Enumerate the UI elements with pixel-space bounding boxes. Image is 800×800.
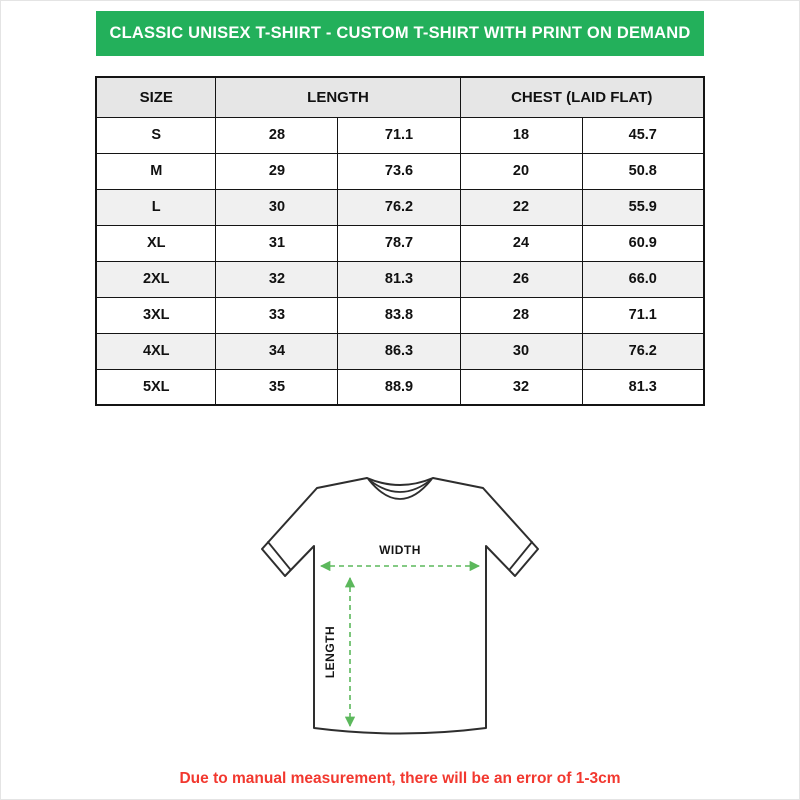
size-cell: 3XL: [96, 297, 216, 333]
length-cm-cell: 81.3: [338, 261, 460, 297]
chest-in-cell: 26: [460, 261, 582, 297]
chest-cm-cell: 50.8: [582, 153, 704, 189]
width-label: WIDTH: [379, 543, 421, 557]
chest-in-cell: 20: [460, 153, 582, 189]
length-in-cell: 30: [216, 189, 338, 225]
chest-in-cell: 24: [460, 225, 582, 261]
length-in-cell: 29: [216, 153, 338, 189]
chest-cm-cell: 45.7: [582, 117, 704, 153]
length-label: LENGTH: [323, 625, 337, 679]
chest-cm-cell: 71.1: [582, 297, 704, 333]
chest-cm-cell: 60.9: [582, 225, 704, 261]
table-header-row: [96, 77, 704, 117]
length-cm-cell: 83.8: [338, 297, 460, 333]
header-length: LENGTH: [216, 77, 460, 117]
length-in-cell: 32: [216, 261, 338, 297]
size-cell: L: [96, 189, 216, 225]
length-cm-cell: 86.3: [338, 333, 460, 369]
size-cell: 4XL: [96, 333, 216, 369]
table-row: [96, 297, 704, 333]
table-row: [96, 153, 704, 189]
length-in-cell: 28: [216, 117, 338, 153]
length-in-cell: 33: [216, 297, 338, 333]
size-cell: 2XL: [96, 261, 216, 297]
length-in-cell: 35: [216, 369, 338, 405]
table-row: [96, 333, 704, 369]
chest-in-cell: 32: [460, 369, 582, 405]
length-cm-cell: 78.7: [338, 225, 460, 261]
length-in-cell: 31: [216, 225, 338, 261]
size-cell: 5XL: [96, 369, 216, 405]
table-row: [96, 261, 704, 297]
table-row: [96, 225, 704, 261]
length-cm-cell: 71.1: [338, 117, 460, 153]
banner-title: CLASSIC UNISEX T-SHIRT - CUSTOM T-SHIRT WITH PRINT ON DEMAND: [109, 24, 691, 42]
chest-cm-cell: 81.3: [582, 369, 704, 405]
tshirt-diagram: [1, 448, 799, 748]
table-row: [96, 189, 704, 225]
chest-in-cell: 22: [460, 189, 582, 225]
tshirt-svg: [255, 448, 545, 748]
chest-in-cell: 18: [460, 117, 582, 153]
banner: [96, 11, 704, 56]
size-cell: M: [96, 153, 216, 189]
measurement-note: Due to manual measurement, there will be an error of 1-3cm: [179, 770, 621, 787]
size-cell: S: [96, 117, 216, 153]
length-cm-cell: 76.2: [338, 189, 460, 225]
length-in-cell: 34: [216, 333, 338, 369]
chest-cm-cell: 55.9: [582, 189, 704, 225]
chest-cm-cell: 76.2: [582, 333, 704, 369]
chest-in-cell: 28: [460, 297, 582, 333]
tshirt-outline: [262, 478, 538, 734]
size-cell: XL: [96, 225, 216, 261]
header-size: SIZE: [96, 77, 216, 117]
chest-in-cell: 30: [460, 333, 582, 369]
size-chart-table: [95, 76, 705, 406]
table-row: [96, 369, 704, 405]
length-cm-cell: 88.9: [338, 369, 460, 405]
chest-cm-cell: 66.0: [582, 261, 704, 297]
table-header: [96, 77, 704, 117]
table-body: [96, 117, 704, 405]
header-chest: CHEST (LAID FLAT): [460, 77, 704, 117]
table-row: [96, 117, 704, 153]
length-cm-cell: 73.6: [338, 153, 460, 189]
